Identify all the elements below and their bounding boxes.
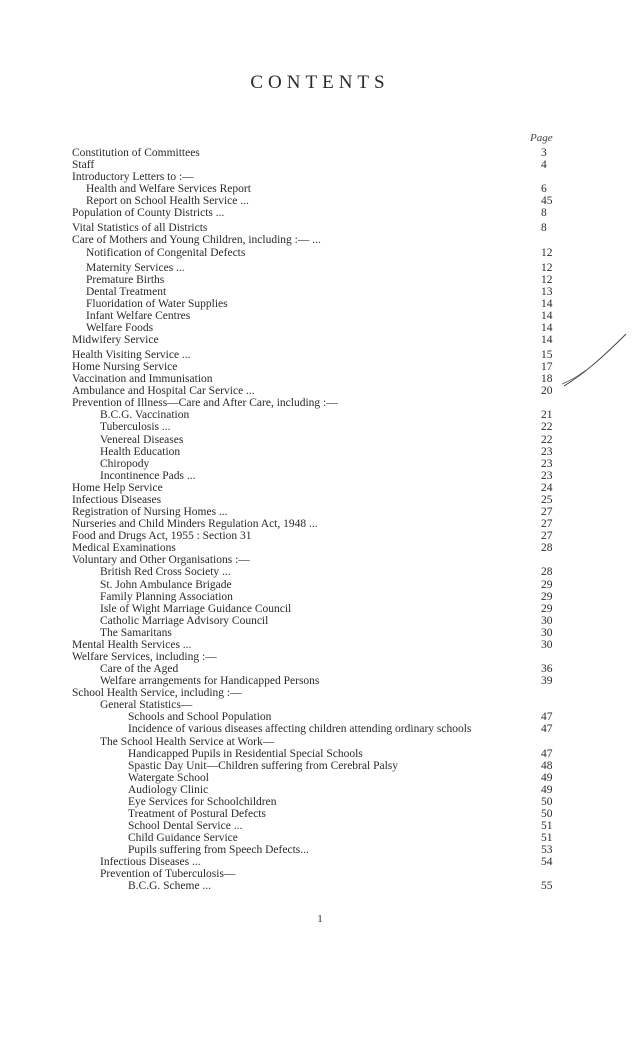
toc-entry: [72, 784, 557, 796]
toc-entry: [72, 373, 557, 385]
toc-entry-page: 23: [541, 469, 553, 482]
toc-entry-page: 49: [541, 783, 553, 796]
toc-entry-label: Health Education: [100, 445, 181, 458]
toc-entry: [72, 639, 557, 651]
toc-entry-label: Welfare arrangements for Handicapped Persons: [100, 675, 320, 688]
toc-entry-page: 27: [541, 518, 553, 531]
toc-entry-page: 27: [541, 506, 553, 519]
toc-entry-label: Care of the Aged: [100, 663, 179, 676]
toc-entry-page: 28: [541, 566, 553, 579]
toc-entry-label: Infectious Diseases: [72, 493, 162, 506]
toc-entry-page: 24: [541, 481, 553, 494]
page-number: 1: [317, 913, 323, 925]
toc-entry-page: 48: [541, 759, 553, 772]
toc-entry-page: 14: [541, 309, 553, 322]
toc-entry: [72, 711, 557, 723]
toc-entry-label: B.C.G. Scheme ...: [128, 880, 212, 893]
toc-entry: [72, 207, 557, 222]
toc-entry-label: Prevention of Illness—Care and After Care, including :—: [72, 397, 338, 410]
toc-entry: [72, 361, 557, 373]
toc-entry-page: 14: [541, 321, 553, 334]
toc-entry: [72, 518, 557, 530]
table-of-contents: [72, 147, 557, 893]
toc-entry-label: B.C.G. Vaccination: [100, 409, 190, 422]
toc-entry: [72, 322, 557, 334]
toc-entry-page: 22: [541, 421, 553, 434]
toc-entry-label: Schools and School Population: [128, 711, 272, 724]
toc-entry-label: St. John Ambulance Brigade: [100, 578, 232, 591]
toc-entry-label: Care of Mothers and Young Children, including :— ...: [72, 234, 321, 247]
toc-entry-label: Isle of Wight Marriage Guidance Council: [100, 602, 292, 615]
toc-entry: [72, 760, 557, 772]
toc-entry: [72, 171, 557, 183]
toc-entry-label: Welfare Services, including :—: [72, 650, 217, 663]
toc-entry-page: 23: [541, 457, 553, 470]
toc-entry-label: Midwifery Service: [72, 334, 159, 347]
toc-entry: [72, 310, 557, 322]
page-column-heading: Page: [530, 132, 553, 144]
toc-entry-page: 54: [541, 856, 553, 869]
toc-entry: [72, 820, 557, 832]
toc-entry: [72, 651, 557, 663]
toc-entry: [72, 748, 557, 760]
toc-entry-page: 25: [541, 493, 553, 506]
toc-entry-label: Pupils suffering from Speech Defects...: [128, 844, 309, 857]
toc-entry: [72, 286, 557, 298]
toc-entry-label: The School Health Service at Work—: [100, 735, 275, 748]
toc-entry-label: General Statistics—: [100, 699, 193, 712]
toc-entry-page: 36: [541, 663, 553, 676]
toc-entry-label: The Samaritans: [100, 626, 172, 639]
toc-entry-label: Eye Services for Schoolchildren: [128, 795, 277, 808]
toc-entry: [72, 470, 557, 482]
toc-entry-page: 8: [541, 207, 547, 220]
toc-entry-label: Venereal Diseases: [100, 433, 184, 446]
toc-entry: [72, 723, 557, 735]
toc-entry: [72, 675, 557, 687]
toc-entry-page: 55: [541, 880, 553, 893]
toc-entry-label: Health and Welfare Services Report: [86, 183, 251, 196]
toc-entry-label: Incontinence Pads ...: [100, 469, 196, 482]
toc-entry: [72, 579, 557, 591]
toc-entry-page: 47: [541, 711, 553, 724]
toc-entry: [72, 298, 557, 310]
toc-entry-page: 12: [541, 261, 553, 274]
toc-entry: [72, 421, 557, 433]
toc-entry-label: Health Visiting Service ...: [72, 349, 191, 362]
toc-entry: [72, 530, 557, 542]
toc-entry-page: 47: [541, 747, 553, 760]
toc-entry: [72, 349, 557, 361]
toc-entry-page: 12: [541, 246, 553, 259]
toc-entry-page: 8: [541, 222, 547, 235]
toc-entry: [72, 796, 557, 808]
toc-entry: [72, 397, 557, 409]
toc-entry: [72, 147, 557, 159]
toc-entry-label: Maternity Services ...: [86, 261, 185, 274]
toc-entry-label: Registration of Nursing Homes ...: [72, 506, 228, 519]
toc-entry-page: 47: [541, 723, 553, 736]
toc-entry: [72, 566, 557, 578]
toc-entry-page: 23: [541, 445, 553, 458]
toc-entry-page: 29: [541, 578, 553, 591]
toc-entry: [72, 868, 557, 880]
toc-entry: [72, 736, 557, 748]
toc-entry-label: Staff: [72, 159, 95, 172]
toc-entry-page: 30: [541, 626, 553, 639]
toc-entry-label: School Health Service, including :—: [72, 687, 242, 700]
toc-entry-page: 28: [541, 542, 553, 555]
toc-entry: [72, 222, 557, 234]
toc-entry: [72, 699, 557, 711]
toc-entry-label: Report on School Health Service ...: [86, 195, 249, 208]
toc-entry: [72, 506, 557, 518]
toc-entry-label: Chiropody: [100, 457, 150, 470]
toc-entry: [72, 772, 557, 784]
toc-entry: [72, 274, 557, 286]
toc-entry-label: Home Nursing Service: [72, 361, 178, 374]
toc-entry: [72, 494, 557, 506]
toc-entry-page: 15: [541, 349, 553, 362]
toc-entry-label: Family Planning Association: [100, 590, 233, 603]
toc-entry-page: 53: [541, 844, 553, 857]
toc-entry-label: Treatment of Postural Defects: [128, 807, 266, 820]
toc-entry: [72, 409, 557, 421]
toc-entry-page: 30: [541, 638, 553, 651]
toc-entry-label: Child Guidance Service: [128, 832, 238, 845]
toc-entry-label: Tuberculosis ...: [100, 421, 171, 434]
toc-entry-page: 51: [541, 832, 553, 845]
toc-entry-page: 29: [541, 602, 553, 615]
toc-entry-page: 3: [541, 147, 547, 159]
toc-entry-page: 29: [541, 590, 553, 603]
toc-entry-page: 20: [541, 385, 553, 398]
toc-entry: [72, 542, 557, 554]
toc-entry: [72, 334, 557, 349]
toc-entry-page: 50: [541, 795, 553, 808]
toc-entry: [72, 603, 557, 615]
toc-entry-label: Dental Treatment: [86, 285, 167, 298]
toc-entry: [72, 159, 557, 171]
toc-entry-label: Prevention of Tuberculosis—: [100, 868, 236, 881]
toc-entry-label: British Red Cross Society ...: [100, 566, 231, 579]
toc-entry-label: Infectious Diseases ...: [100, 856, 201, 869]
toc-entry-label: Fluoridation of Water Supplies: [86, 297, 228, 310]
toc-entry-label: Notification of Congenital Defects: [86, 246, 246, 259]
toc-entry: [72, 195, 557, 207]
toc-entry-label: Incidence of various diseases affecting children attending ordinary schools: [128, 723, 472, 736]
toc-entry-page: 39: [541, 675, 553, 688]
toc-entry-page: 51: [541, 820, 553, 833]
toc-entry-label: Mental Health Services ...: [72, 638, 192, 651]
toc-entry-label: Ambulance and Hospital Car Service ...: [72, 385, 255, 398]
toc-entry-label: Introductory Letters to :—: [72, 171, 194, 184]
toc-entry-page: 17: [541, 361, 553, 374]
toc-entry-page: 14: [541, 297, 553, 310]
toc-entry-page: 50: [541, 807, 553, 820]
toc-entry-page: 22: [541, 433, 553, 446]
toc-entry-page: 27: [541, 530, 553, 543]
page-title: CONTENTS: [250, 72, 390, 93]
toc-entry-page: 12: [541, 273, 553, 286]
toc-entry-page: 14: [541, 334, 553, 347]
toc-entry: [72, 482, 557, 494]
toc-entry-label: Welfare Foods: [86, 321, 154, 334]
toc-entry: [72, 385, 557, 397]
toc-entry-label: Catholic Marriage Advisory Council: [100, 614, 269, 627]
toc-entry-page: 13: [541, 285, 553, 298]
toc-entry-label: Home Help Service: [72, 481, 163, 494]
toc-entry-label: Population of County Districts ...: [72, 207, 225, 220]
toc-entry-label: Vital Statistics of all Districts: [72, 222, 208, 235]
toc-entry: [72, 247, 557, 262]
toc-entry-label: Handicapped Pupils in Residential Special Schools: [128, 747, 363, 760]
toc-entry-label: Nurseries and Child Minders Regulation Act, 1948 ...: [72, 518, 318, 531]
toc-entry-page: 18: [541, 373, 553, 386]
toc-entry-page: 6: [541, 183, 547, 196]
toc-entry-label: Food and Drugs Act, 1955 : Section 31: [72, 530, 252, 543]
toc-entry: [72, 687, 557, 699]
toc-entry: [72, 183, 557, 195]
toc-entry-label: Constitution of Committees: [72, 147, 200, 159]
toc-entry-label: Infant Welfare Centres: [86, 309, 191, 322]
toc-entry: [72, 663, 557, 675]
toc-entry: [72, 458, 557, 470]
toc-entry: [72, 844, 557, 856]
toc-entry-page: 30: [541, 614, 553, 627]
toc-entry-label: Medical Examinations: [72, 542, 176, 555]
toc-entry: [72, 234, 557, 246]
toc-entry: [72, 832, 557, 844]
toc-entry-label: Watergate School: [128, 771, 209, 784]
pencil-mark-icon: [560, 330, 630, 390]
toc-entry: [72, 808, 557, 820]
toc-entry: [72, 434, 557, 446]
toc-entry-label: Voluntary and Other Organisations :—: [72, 554, 250, 567]
toc-entry-page: 45: [541, 195, 553, 208]
toc-entry-page: 21: [541, 409, 553, 422]
toc-entry-label: Spastic Day Unit—Children suffering from Cerebral Palsy: [128, 759, 398, 772]
toc-entry-label: Vaccination and Immunisation: [72, 373, 213, 386]
toc-entry: [72, 554, 557, 566]
toc-entry-label: Audiology Clinic: [128, 783, 209, 796]
toc-entry-label: School Dental Service ...: [128, 820, 243, 833]
toc-entry: [72, 446, 557, 458]
toc-entry: [72, 856, 557, 868]
toc-entry: [72, 262, 557, 274]
toc-entry: [72, 591, 557, 603]
toc-entry: [72, 627, 557, 639]
toc-entry-page: 49: [541, 771, 553, 784]
toc-entry: [72, 615, 557, 627]
toc-entry-label: Premature Births: [86, 273, 165, 286]
toc-entry-page: 4: [541, 159, 547, 172]
toc-entry: [72, 880, 557, 892]
